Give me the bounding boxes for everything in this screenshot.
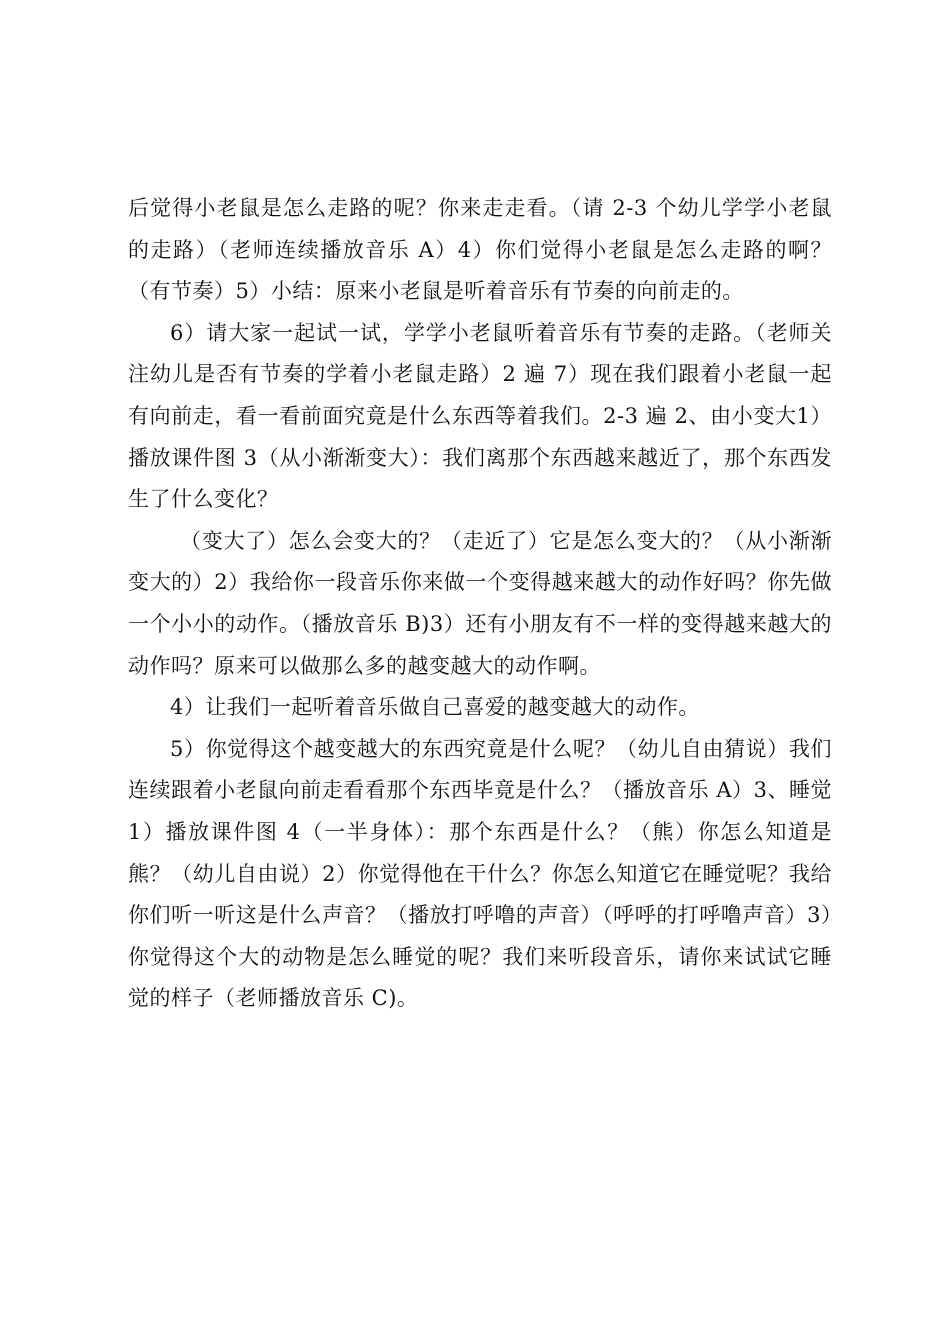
paragraph-3: （变大了）怎么会变大的？（走近了）它是怎么变大的？（从小渐渐变大的）2）我给你一段音乐你来做一个变得越来越大的动作好吗？你先做一个小小的动作。（播放音乐 B)3）还有小朋友有不一样的变得越来越大的动作吗？原来可以做那么多的越变越大的动作啊。 [128,528,832,678]
paragraph-5: 5）你觉得这个越变越大的东西究竟是什么呢？（幼儿自由猜说）我们连续跟着小老鼠向前走看看那个东西毕竟是什么？（播放音乐 A）3、睡觉 1）播放课件图 4（一半身体）：那个东西是什么？（熊）你怎么知道是熊？（幼儿自由说）2）你觉得他在干什么？你怎么知道它在睡觉呢？我给你们听一听这是什么声音？（播放打呼噜的声音）（呼呼的打呼噜声音）3）你觉得这个大的动物是怎么睡觉的呢？我们来听段音乐，请你来试试它睡觉的样子（老师播放音乐 C)。 [128,736,832,1011]
paragraph-4: 4）让我们一起听着音乐做自己喜爱的越变越大的动作。 [170,695,700,720]
paragraph-2: 6）请大家一起试一试，学学小老鼠听着音乐有节奏的走路。（老师关注幼儿是否有节奏的学着小老鼠走路）2 遍 7）现在我们跟着小老鼠一起有向前走，看一看前面究竟是什么东西等着我们。2-3 遍 2、由小变大1）播放课件图 3（从小渐渐变大）：我们离那个东西越来越近了，那个东西发生了什么变化？ [128,320,832,512]
paragraph-1: 后觉得小老鼠是怎么走路的呢？你来走走看。（请 2-3 个幼儿学学小老鼠的走路）（老师连续播放音乐 A）4）你们觉得小老鼠是怎么走路的啊？（有节奏）5）小结：原来小老鼠是听着音乐有节奏的向前走的。 [128,196,832,304]
document-body [128,188,832,1020]
